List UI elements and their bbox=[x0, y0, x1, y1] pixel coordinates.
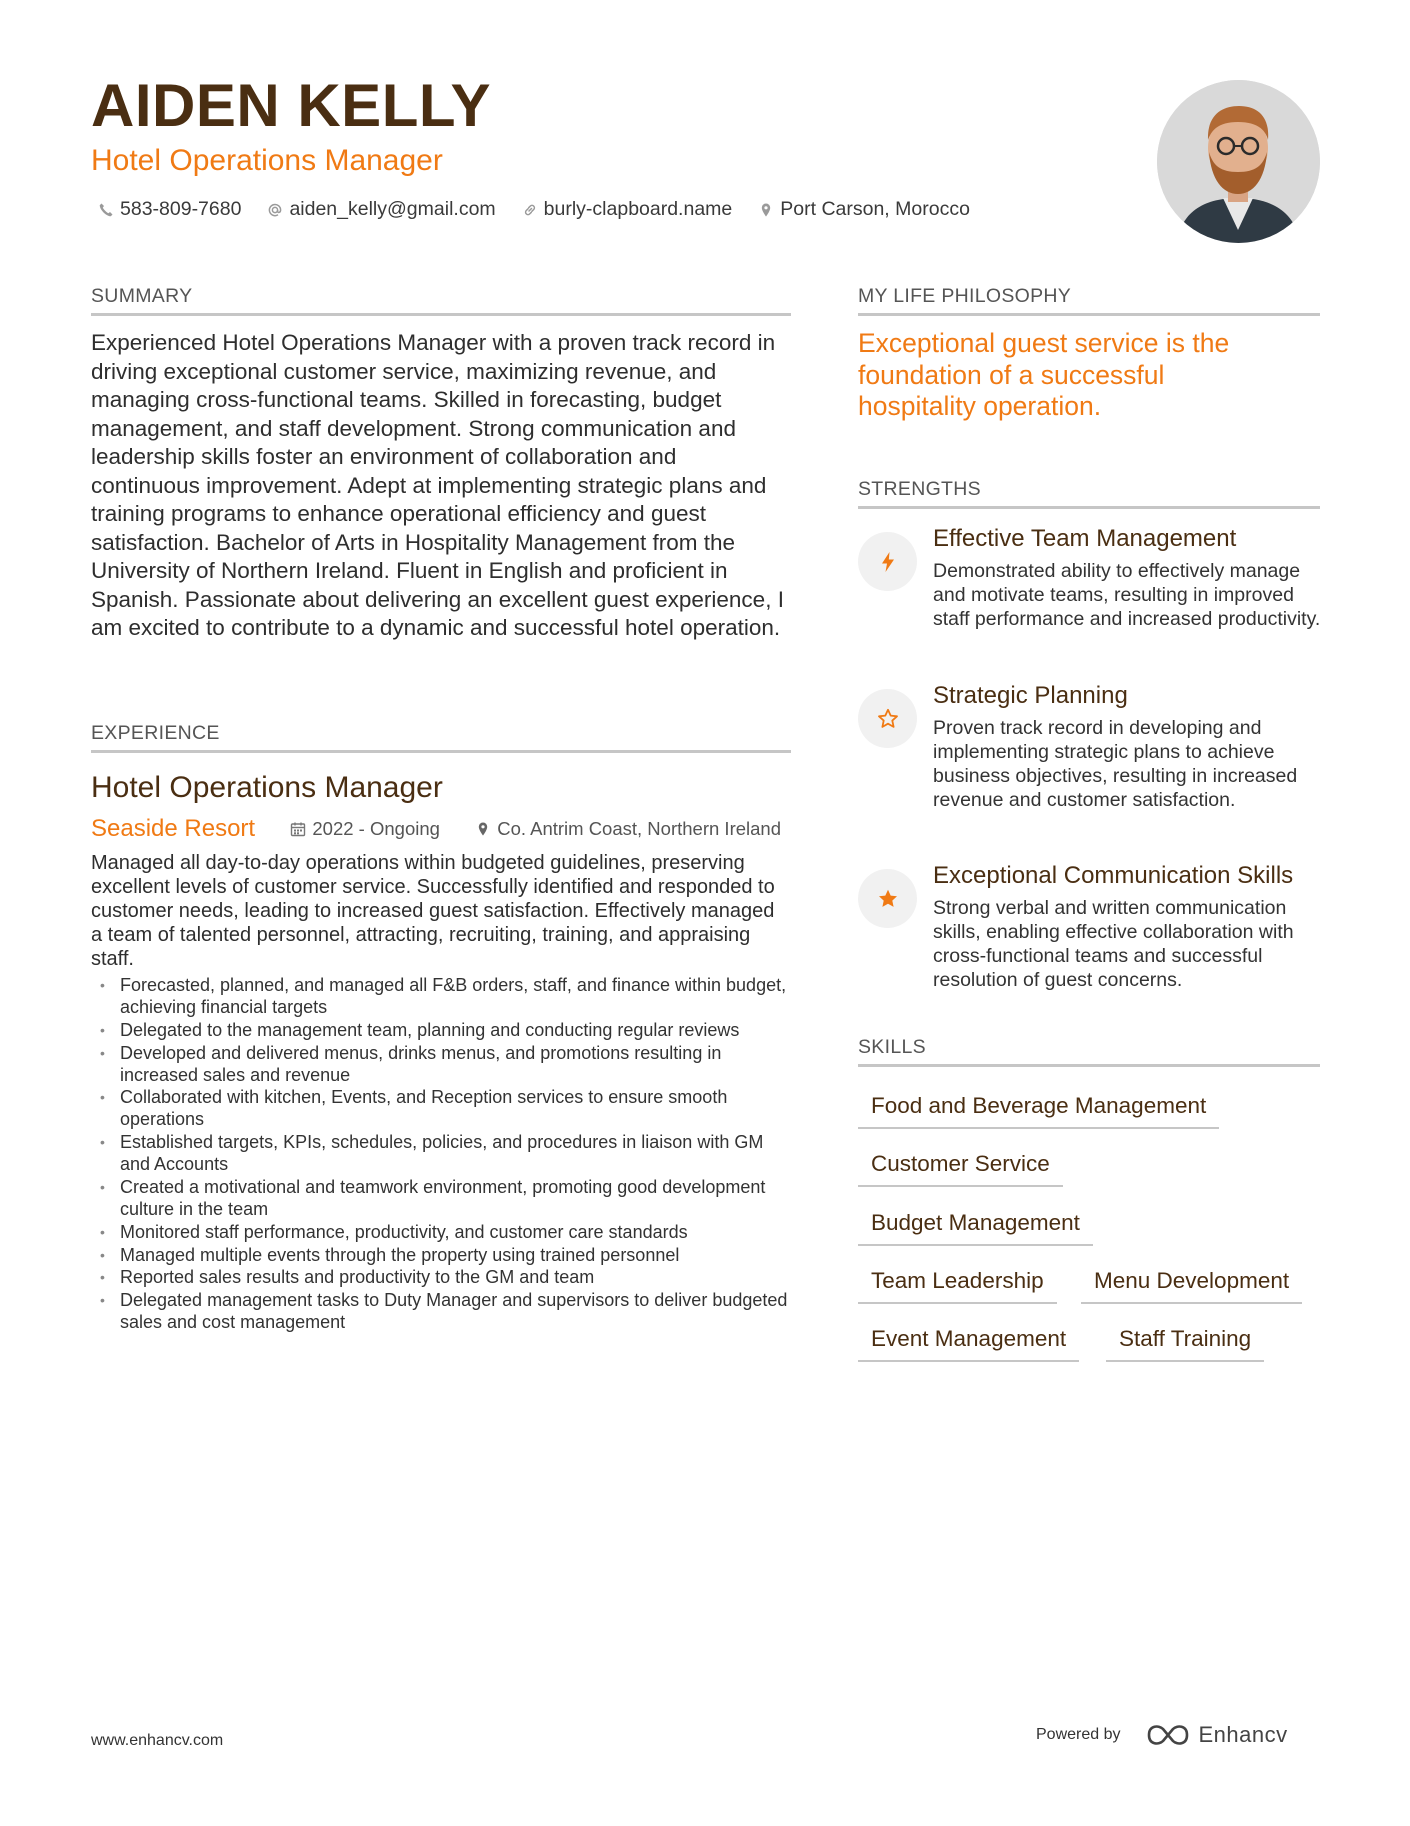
skill-tag: Customer Service bbox=[858, 1150, 1063, 1187]
experience-heading: EXPERIENCE bbox=[91, 722, 791, 753]
avatar bbox=[1157, 80, 1320, 243]
profile-photo bbox=[1157, 80, 1320, 243]
list-item: • Established targets, KPIs, schedules, policies, and procedures in liaison with GM and Accounts bbox=[91, 1131, 791, 1175]
phone-text: 583-809-7680 bbox=[120, 198, 242, 220]
strength-title: Exceptional Communication Skills bbox=[933, 862, 1294, 889]
list-item: • Managed multiple events through the property using trained personnel bbox=[91, 1244, 791, 1266]
powered-by-label: Powered by bbox=[1036, 1726, 1121, 1743]
contact-email[interactable] bbox=[267, 198, 495, 221]
job-location-text: Co. Antrim Coast, Northern Ireland bbox=[497, 818, 781, 839]
strength-icon-badge bbox=[858, 532, 917, 591]
list-item: • Reported sales results and productivity to the GM and team bbox=[91, 1266, 791, 1288]
job-title: Hotel Operations Manager bbox=[91, 771, 443, 804]
strength-description: Proven track record in developing and implementing strategic plans to achieve business objectives, resulting in increased revenue and customer satisfaction. bbox=[933, 717, 1298, 811]
skill-tag: Budget Management bbox=[858, 1209, 1093, 1246]
candidate-name: AIDEN KELLY bbox=[91, 72, 492, 139]
map-pin-icon bbox=[758, 202, 774, 218]
skills-heading: SKILLS bbox=[858, 1036, 1320, 1067]
list-item: • Created a motivational and teamwork environment, promoting good development culture in the team bbox=[91, 1176, 791, 1220]
footer-branding bbox=[1036, 1722, 1288, 1748]
website-text: burly-clapboard.name bbox=[543, 198, 733, 220]
link-icon bbox=[522, 202, 538, 218]
location-text: Port Carson, Morocco bbox=[780, 198, 970, 220]
job-bullets bbox=[91, 974, 791, 1334]
job-dates-text: 2022 - Ongoing bbox=[312, 818, 440, 839]
candidate-role: Hotel Operations Manager bbox=[91, 144, 443, 177]
footer-website[interactable]: www.enhancv.com bbox=[91, 1732, 224, 1749]
contact-location bbox=[758, 198, 970, 221]
skill-tag: Food and Beverage Management bbox=[858, 1092, 1219, 1129]
contact-website[interactable] bbox=[522, 198, 733, 221]
skill-tag: Staff Training bbox=[1106, 1325, 1264, 1362]
list-item: • Collaborated with kitchen, Events, and Reception services to ensure smooth operations bbox=[91, 1086, 791, 1130]
summary-heading: SUMMARY bbox=[91, 285, 791, 316]
strength-title: Strategic Planning bbox=[933, 682, 1128, 709]
job-description: Managed all day-to-day operations within budgeted guidelines, preserving excellent levels of customer service. Successfully identified and responded to customer needs, leading to increased guest satisfaction. Effectively managed a team of talented personnel, attracting, recruiting, training, and appraising staff. bbox=[91, 852, 775, 970]
job-location bbox=[475, 818, 781, 840]
job-dates bbox=[290, 818, 440, 840]
at-icon bbox=[267, 202, 283, 218]
list-item: • Developed and delivered menus, drinks menus, and promotions resulting in increased sales and revenue bbox=[91, 1042, 791, 1086]
email-text: aiden_kelly@gmail.com bbox=[289, 198, 496, 220]
company-name: Seaside Resort bbox=[91, 815, 256, 842]
strength-icon-badge bbox=[858, 869, 917, 928]
list-item: • Forecasted, planned, and managed all F&B orders, staff, and finance within budget, achieving financial targets bbox=[91, 974, 791, 1018]
strength-description: Strong verbal and written communication skills, enabling effective collaboration with cross-functional teams and successful resolution of guest concerns. bbox=[933, 897, 1294, 991]
contact-bar bbox=[98, 198, 970, 221]
map-pin-icon bbox=[475, 821, 491, 837]
brand-name: Enhancv bbox=[1198, 1722, 1288, 1747]
summary-text: Experienced Hotel Operations Manager with a proven track record in driving exceptional customer service, maximizing revenue, and managing cross-functional teams. Skilled in forecasting, budget management, and staff development. Strong communication and leadership skills foster an environment of collaboration and continuous improvement. Adept at implementing strategic plans and training programs to enhance operational efficiency and guest satisfaction. Bachelor of Arts in Hospitality Management from the University of Northern Ireland. Fluent in English and proficient in Spanish. Passionate about delivering an excellent guest experience, I am excited to contribute to a dynamic and successful hotel operation. bbox=[91, 330, 784, 640]
enhancv-logo-icon bbox=[1145, 1723, 1191, 1747]
strength-description: Demonstrated ability to effectively manage and motivate teams, resulting in improved staff performance and increased productivity. bbox=[933, 560, 1321, 630]
calendar-icon bbox=[290, 821, 306, 837]
philosophy-quote: Exceptional guest service is the foundation of a successful hospitality operation. bbox=[858, 328, 1230, 421]
skill-tag: Team Leadership bbox=[858, 1267, 1057, 1304]
skill-tag: Menu Development bbox=[1081, 1267, 1302, 1304]
brand-logo[interactable] bbox=[1145, 1722, 1288, 1748]
job-meta bbox=[91, 815, 781, 843]
contact-phone[interactable] bbox=[98, 198, 241, 221]
lightning-icon bbox=[876, 550, 900, 574]
list-item: • Delegated to the management team, planning and conducting regular reviews bbox=[91, 1019, 791, 1041]
strength-icon-badge bbox=[858, 689, 917, 748]
list-item: • Delegated management tasks to Duty Manager and supervisors to deliver budgeted sales and cost management bbox=[91, 1289, 791, 1333]
philosophy-heading: MY LIFE PHILOSOPHY bbox=[858, 285, 1320, 316]
skill-tag: Event Management bbox=[858, 1325, 1079, 1362]
star-filled-icon bbox=[876, 887, 900, 911]
star-outline-icon bbox=[876, 707, 900, 731]
phone-icon bbox=[98, 202, 114, 218]
strength-title: Effective Team Management bbox=[933, 525, 1237, 552]
list-item: • Monitored staff performance, productivity, and customer care standards bbox=[91, 1221, 791, 1243]
strengths-heading: STRENGTHS bbox=[858, 478, 1320, 509]
